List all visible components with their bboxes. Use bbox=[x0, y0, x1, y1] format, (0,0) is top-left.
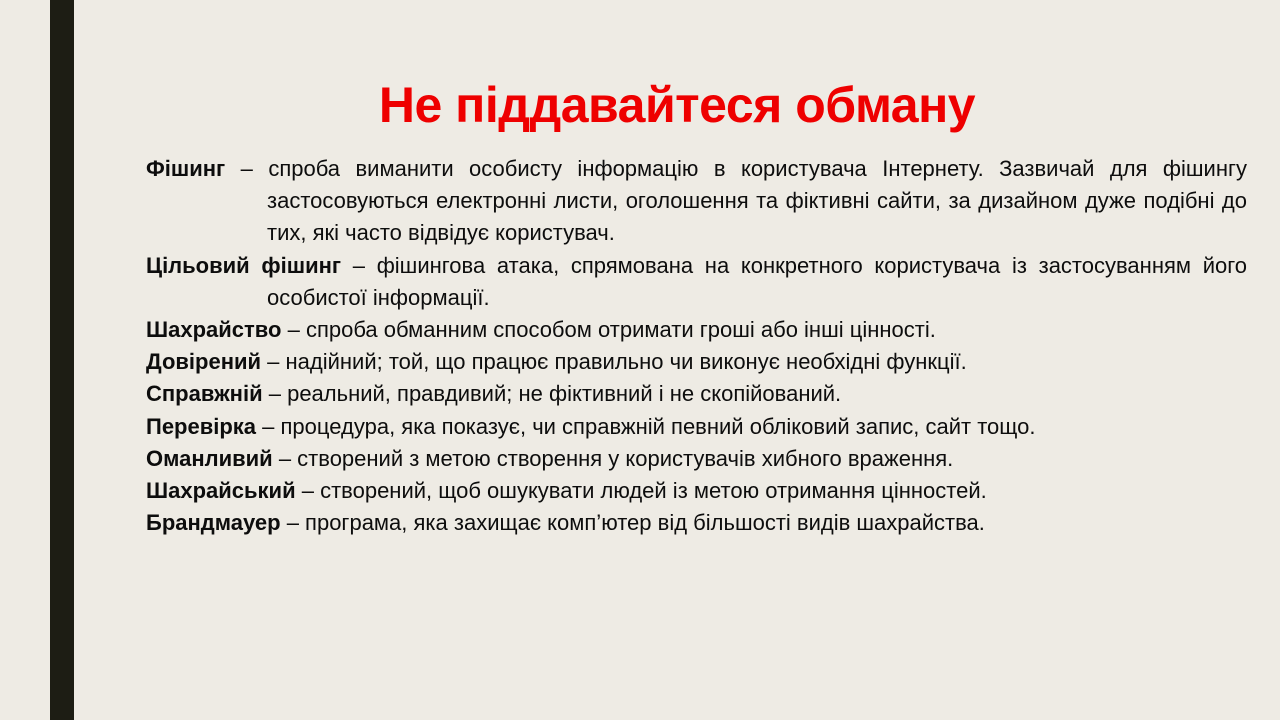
definition-term: Справжній bbox=[146, 381, 263, 407]
definition-text: створений з метою створення у користувачів хибного враження. bbox=[297, 445, 954, 471]
definition-separator: – bbox=[225, 156, 269, 181]
definition-item bbox=[146, 411, 1247, 443]
slide-title: Не піддавайтеся обману bbox=[378, 76, 976, 133]
definition-term: Перевірка bbox=[146, 413, 257, 439]
definition-separator: – bbox=[280, 510, 306, 536]
definition-text: процедура, яка показує, чи справжній певний обліковий запис, сайт тощо. bbox=[280, 413, 1036, 439]
definition-item bbox=[146, 507, 1247, 539]
definition-separator: – bbox=[256, 413, 281, 439]
definition-term: Оманливий bbox=[146, 445, 273, 471]
definition-text: спроба виманити особисту інформацію в користувача Інтернету. Зазвичай для фішингу застосовуються електронні листи, оголошення та фіктивні сайти, за дизайном дуже подібні до тих, які часто відвідує користувач. bbox=[267, 156, 1248, 246]
definition-item bbox=[146, 250, 1247, 314]
definition-separator: – bbox=[341, 252, 377, 278]
definition-item bbox=[146, 378, 1247, 410]
definition-term: Шахрайство bbox=[146, 317, 282, 343]
definition-separator: – bbox=[272, 445, 298, 471]
definition-separator: – bbox=[261, 349, 286, 375]
definition-item bbox=[146, 314, 1247, 346]
definition-term: Цільовий фішинг bbox=[146, 252, 342, 278]
definition-item bbox=[146, 346, 1247, 378]
definition-separator: – bbox=[295, 478, 321, 504]
slide-accent-bar bbox=[50, 0, 74, 720]
definition-term: Довірений bbox=[146, 349, 262, 375]
definition-text: фішингова атака, спрямована на конкретного користувача із застосуванням його особистої інформації. bbox=[267, 252, 1247, 310]
definition-text: створений, щоб ошукувати людей із метою отримання цінностей. bbox=[320, 478, 987, 504]
definitions-list bbox=[146, 153, 1247, 539]
definition-term: Шахрайський bbox=[146, 478, 296, 504]
definition-term: Фішинг bbox=[146, 156, 226, 181]
definition-separator: – bbox=[262, 381, 288, 407]
definition-item bbox=[146, 153, 1247, 250]
definition-term: Брандмауер bbox=[146, 510, 281, 536]
definition-text: надійний; той, що працює правильно чи виконує необхідні функції. bbox=[285, 349, 967, 375]
definition-text: реальний, правдивий; не фіктивний і не скопійований. bbox=[287, 381, 842, 407]
definition-separator: – bbox=[281, 317, 306, 343]
definition-text: спроба обманним способом отримати гроші або інші цінності. bbox=[305, 317, 936, 343]
definition-item bbox=[146, 443, 1247, 475]
definition-item bbox=[146, 475, 1247, 507]
definition-text: програма, яка захищає комп’ютер від більшості видів шахрайства. bbox=[305, 510, 985, 536]
